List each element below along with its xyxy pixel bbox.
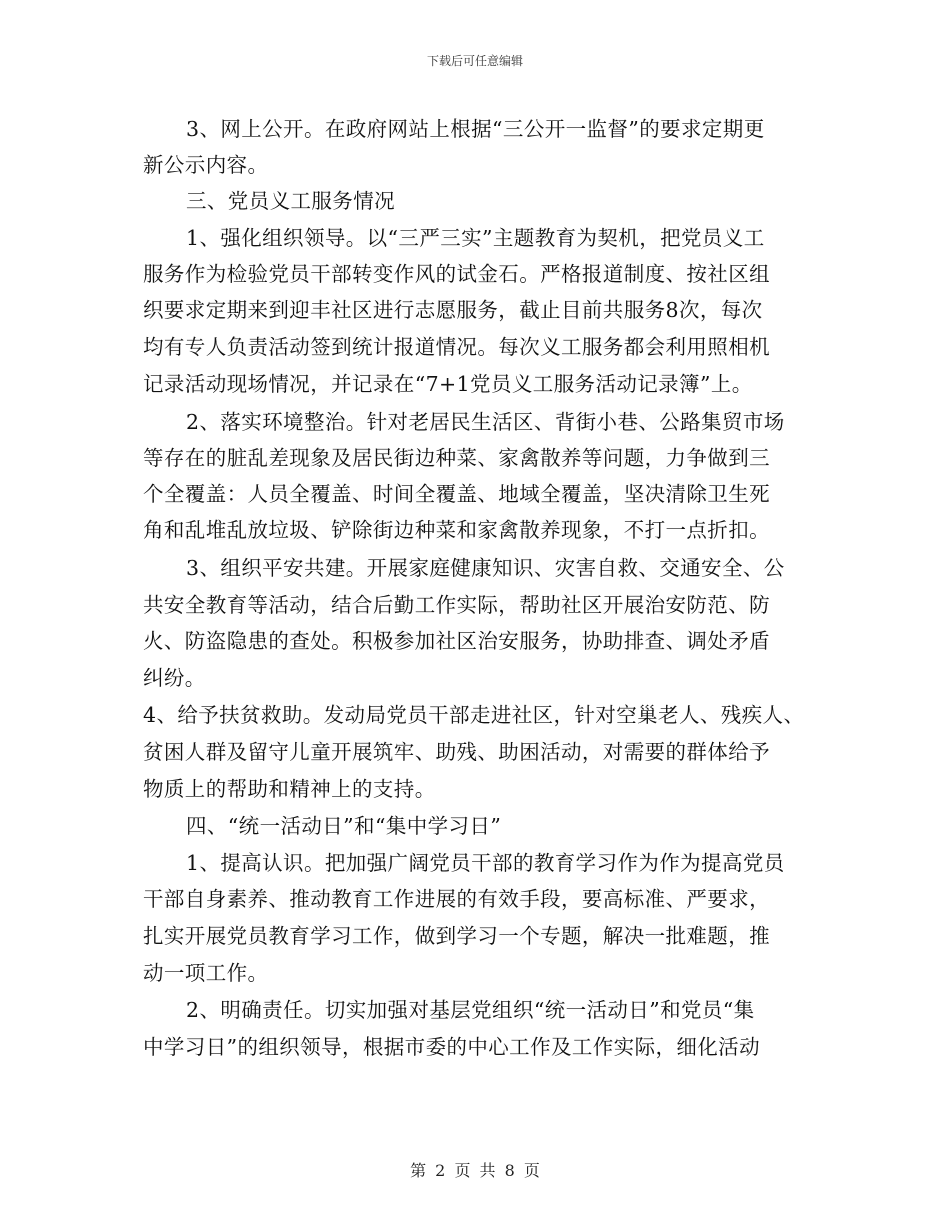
text-line: 新公示内容。 bbox=[143, 153, 269, 177]
text-line: 1、提高认识。把加强广阔党员干部的教育学习作为作为提高党员 bbox=[186, 851, 785, 875]
text-line: 扎实开展党员教育学习工作，做到学习一个专题，解决一批难题，推 bbox=[143, 924, 770, 948]
page-footer: 第 2 页 共 8 页 bbox=[410, 1161, 540, 1180]
text-line: 等存在的脏乱差现象及居民街边种菜、家禽散养等问题，力争做到三 bbox=[143, 446, 770, 470]
text-line: 均有专人负责活动签到统计报道情况。每次义工服务都会利用照相机 bbox=[143, 335, 770, 359]
text-line: 共安全教育等活动，结合后勤工作实际，帮助社区开展治安防范、防 bbox=[143, 593, 770, 617]
text-line: 4、给予扶贫救助。发动局党员干部走进社区，针对空巢老人、残疾人、 bbox=[143, 703, 805, 727]
text-line: 火、防盗隐患的查处。积极参加社区治安服务，协助排查、调处矛盾 bbox=[143, 629, 770, 653]
text-line: 中学习日”的组织领导，根据市委的中心工作及工作实际，细化活动 bbox=[143, 1035, 760, 1059]
text-line: 干部自身素养、推动教育工作进展的有效手段，要高标准、严要求， bbox=[143, 887, 770, 911]
text-line: 记录活动现场情况，并记录在“7+1党员义工服务活动记录簿”上。 bbox=[143, 372, 753, 396]
text-line: 3、组织平安共建。开展家庭健康知识、灾害自救、交通安全、公 bbox=[186, 556, 785, 580]
text-line: 物质上的帮助和精神上的支持。 bbox=[143, 777, 436, 801]
text-line: 角和乱堆乱放垃圾、铲除街边种菜和家禽散养现象，不打一点折扣。 bbox=[143, 518, 770, 542]
text-line: 动一项工作。 bbox=[143, 961, 269, 985]
text-line: 纠纷。 bbox=[143, 666, 206, 690]
text-line: 织要求定期来到迎丰社区进行志愿服务，截止目前共服务8次，每次 bbox=[143, 298, 763, 322]
section-heading: 三、党员义工服务情况 bbox=[186, 189, 395, 213]
text-line: 服务作为检验党员干部转变作风的试金石。严格报道制度、按社区组 bbox=[143, 262, 770, 286]
text-line: 2、明确责任。切实加强对基层党组织“统一活动日”和党员“集 bbox=[186, 998, 755, 1022]
text-line: 个全覆盖：人员全覆盖、时间全覆盖、地域全覆盖，坚决清除卫生死 bbox=[143, 482, 770, 506]
section-heading: 四、“统一活动日”和“集中学习日” bbox=[186, 814, 502, 838]
text-line: 2、落实环境整治。针对老居民生活区、背街小巷、公路集贸市场 bbox=[186, 410, 785, 434]
page-header: 下载后可任意编辑 bbox=[426, 54, 523, 68]
text-line: 贫困人群及留守儿童开展筑牢、助残、助困活动，对需要的群体给予 bbox=[143, 740, 770, 764]
text-line: 1、强化组织领导。以“三严三实”主题教育为契机，把党员义工 bbox=[186, 226, 765, 250]
text-line: 3、网上公开。在政府网站上根据“三公开一监督”的要求定期更 bbox=[186, 117, 765, 141]
